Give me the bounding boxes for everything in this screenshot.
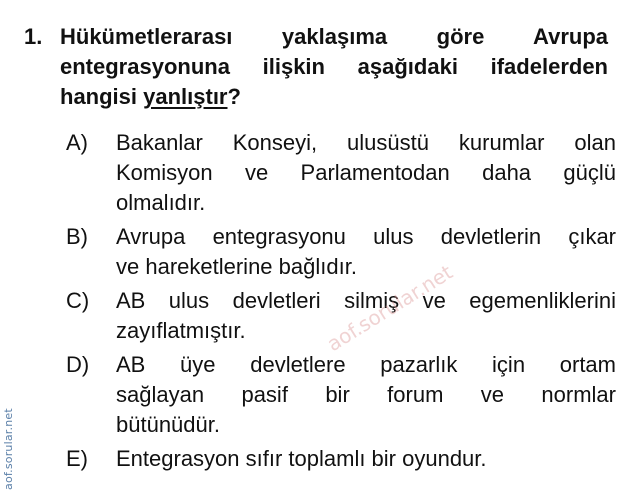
question-text (60, 22, 608, 112)
option-line: AB üye devletlere pazarlık için ortam (116, 352, 616, 377)
option-line: Bakanlar Konseyi, ulusüstü kurumlar olan (116, 130, 616, 155)
center-watermark: aof.sorular.net (322, 259, 457, 357)
option-letter: D) (66, 352, 90, 377)
question-line-2: entegrasyonuna ilişkin aşağıdaki ifadelerden (60, 54, 608, 79)
question-block (24, 22, 614, 112)
option-text (116, 444, 616, 474)
option-letter: C) (66, 288, 90, 313)
question-line-3 (60, 82, 608, 112)
question-line-1: Hükümetlerarası yaklaşıma göre Avrupa (60, 24, 608, 49)
option-line: olmalıdır. (116, 190, 206, 215)
option-letter: A) (66, 130, 88, 155)
option-text (116, 222, 616, 282)
option-line: Avrupa entegrasyonu ulus devletlerin çıkar (116, 224, 616, 249)
option-line: ve hareketlerine bağlıdır. (116, 254, 357, 279)
option-text (116, 350, 616, 440)
option-a[interactable] (66, 128, 616, 218)
option-line: zayıflatmıştır. (116, 318, 246, 343)
option-letter: E) (66, 446, 88, 471)
side-watermark: aof.sorular.net (2, 408, 15, 490)
question-emphasis: yanlıştır (143, 84, 228, 109)
option-line: Komisyon ve Parlamentodan daha güçlü (116, 160, 616, 185)
question-line-3-prefix: hangisi (60, 84, 144, 109)
option-text (116, 128, 616, 218)
question-number: 1. (24, 24, 43, 49)
option-line: bütünüdür. (116, 412, 220, 437)
question-line-3-suffix: ? (227, 84, 241, 109)
option-line: Entegrasyon sıfır toplamlı bir oyundur. (116, 446, 487, 471)
option-line: AB ulus devletleri silmiş ve egemenliklerini (116, 288, 616, 313)
option-b[interactable] (66, 222, 616, 282)
option-e[interactable] (66, 444, 616, 474)
options-list (66, 128, 616, 478)
option-d[interactable] (66, 350, 616, 440)
option-letter: B) (66, 224, 88, 249)
option-line: sağlayan pasif bir forum ve normlar (116, 382, 616, 407)
